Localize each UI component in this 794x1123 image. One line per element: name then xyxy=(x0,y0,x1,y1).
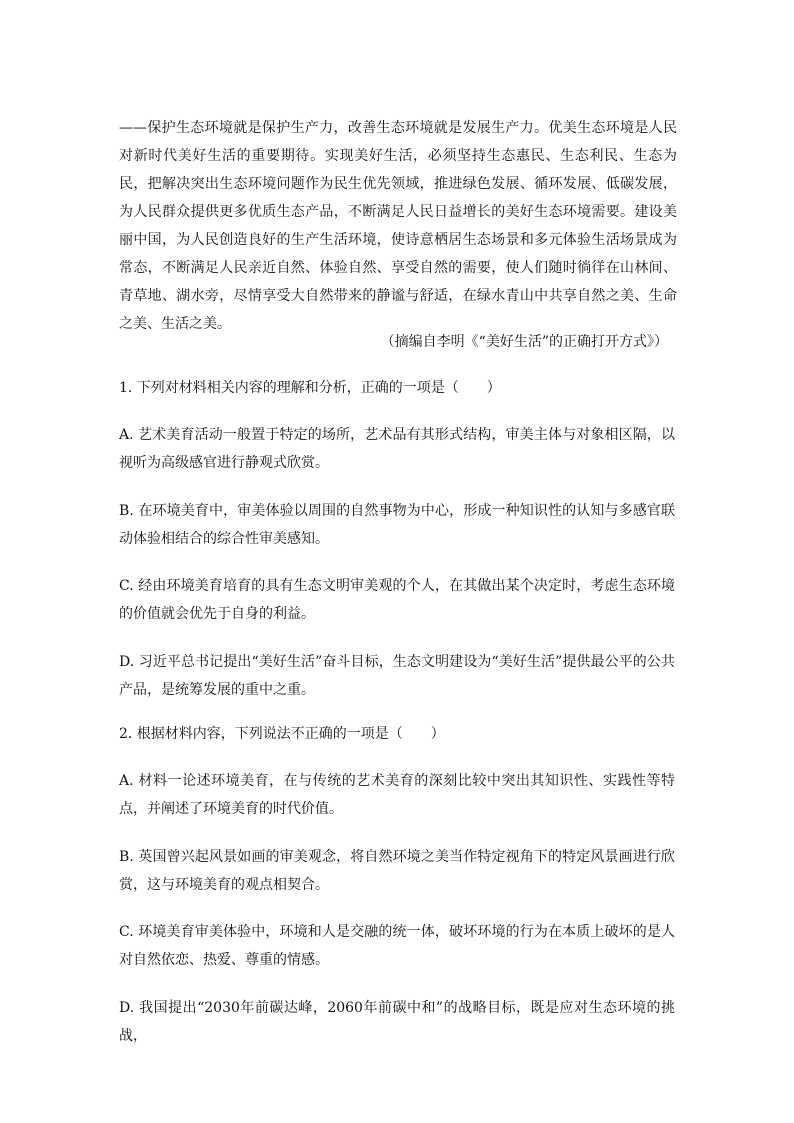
passage-paragraph: ——保护生态环境就是保护生产力，改善生态环境就是发展生产力。优美生态环境是人民对新时代美好生活的重要期待。实现美好生活，必须坚持生态惠民、生态利民、生态为民，把解决突出生态环境问题作为民生优先领域，推进绿色发展、循环发展、低碳发展，为人民群众提供更多优质生态产品，不断满足人民日益增长的美好生态环境需要。建设美丽中国，为人民创造良好的生产生活环境，使诗意栖居生态场景和多元体验生活场景成为常态，不断满足人民亲近自然、体验自然、享受自然的需要，使人们随时徜徉在山林间、青草地、湖水旁，尽情享受大自然带来的静谧与舒适，在绿水青山中共享自然之美、生命之美、生活之美。 xyxy=(119,120,677,332)
question-2-option-c: C. 环境美育审美体验中，环境和人是交融的统一体，破坏环境的行为在本质上破坏的是人对自然依恋、热爱、尊重的情感。 xyxy=(119,924,675,968)
question-2-stem: 2. 根据材料内容，下列说法不正确的一项是（ ） xyxy=(119,726,445,742)
question-1-option-b: B. 在环境美育中，审美体验以周围的自然事物为中心，形成一种知识性的认知与多感官联动体验相结合的综合性审美感知。 xyxy=(119,503,675,547)
question-1-option-a: A. 艺术美育活动一般置于特定的场所，艺术品有其形式结构，审美主体与对象相区隔，以视听为高级感官进行静观式欣赏。 xyxy=(119,427,675,471)
question-2-option-a: A. 材料一论述环境美育，在与传统的艺术美育的深刻比较中突出其知识性、实践性等特点，并阐述了环境美育的时代价值。 xyxy=(119,773,675,817)
question-1-option-c: C. 经由环境美育培育的具有生态文明审美观的个人，在其做出某个决定时，考虑生态环境的价值就会优先于自身的利益。 xyxy=(119,578,675,622)
source-citation: （摘编自李明《“美好生活”的正确打开方式》） xyxy=(380,334,668,350)
question-1-option-d: D. 习近平总书记提出“美好生活”奋斗目标，生态文明建设为“美好生活”提供最公平的公共产品，是统筹发展的重中之重。 xyxy=(119,654,675,698)
question-2-option-d: D. 我国提出“2030年前碳达峰，2060年前碳中和”的战略目标，既是应对生态环境的挑战， xyxy=(119,1000,675,1044)
question-1-stem: 1. 下列对材料相关内容的理解和分析，正确的一项是（ ） xyxy=(119,380,501,396)
question-2-option-b: B. 英国曾兴起风景如画的审美观念，将自然环境之美当作特定视角下的特定风景画进行欣赏，这与环境美育的观点相契合。 xyxy=(119,849,675,893)
